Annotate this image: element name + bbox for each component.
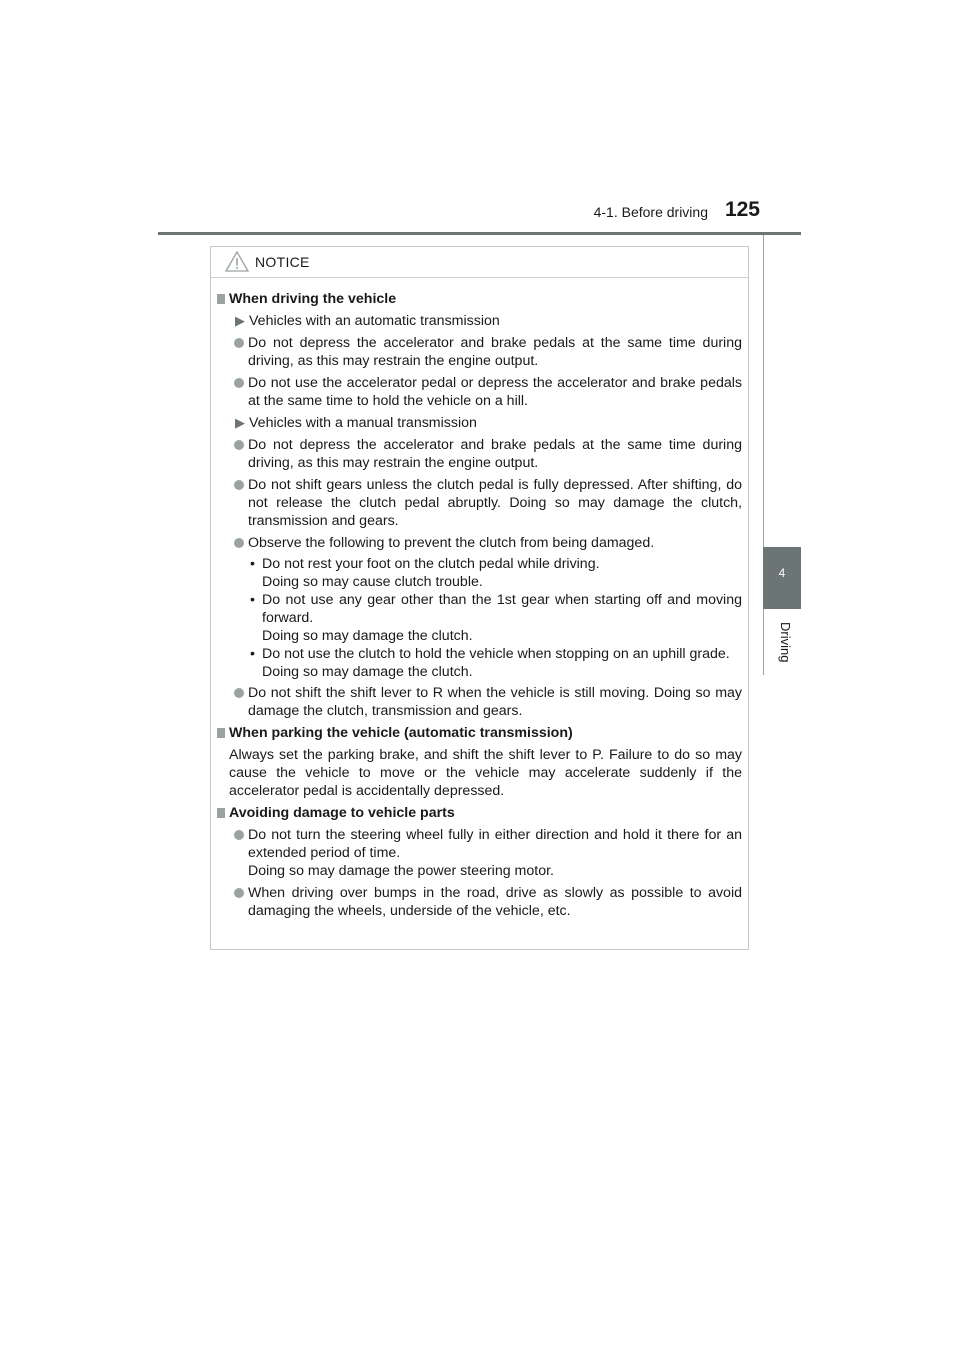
clutch-point-text: Do not use the clutch to hold the vehicle when stopping on an uphill grade. bbox=[262, 646, 730, 662]
bullet-dot-icon bbox=[234, 688, 244, 698]
clutch-point-note: Doing so may damage the clutch. bbox=[262, 664, 473, 680]
bullet-dot-icon bbox=[234, 538, 244, 548]
section-heading-text: Avoiding damage to vehicle parts bbox=[229, 805, 455, 821]
triangle-right-icon: ▶ bbox=[235, 313, 245, 328]
bullet-dot-icon bbox=[234, 830, 244, 840]
section-heading-text: When driving the vehicle bbox=[229, 291, 397, 307]
clutch-point-note: Doing so may cause clutch trouble. bbox=[262, 574, 483, 590]
warning-triangle-icon bbox=[225, 251, 249, 272]
subheading bbox=[217, 414, 742, 432]
chapter-number: 4 bbox=[778, 566, 786, 580]
page-number: 125 bbox=[724, 198, 760, 221]
section-heading bbox=[217, 804, 742, 822]
notice-header bbox=[211, 247, 748, 278]
bullet-dot-icon bbox=[234, 338, 244, 348]
list-item bbox=[217, 534, 742, 552]
chapter-tab[interactable] bbox=[763, 547, 801, 609]
subheading-text: Vehicles with a manual transmission bbox=[249, 415, 477, 431]
notice-title: NOTICE bbox=[255, 254, 310, 270]
header-divider bbox=[158, 232, 801, 235]
list-item-text: When driving over bumps in the road, drive as slowly as possible to avoid damaging the wheels, underside of the vehicle, etc. bbox=[248, 885, 742, 919]
list-item-text: Do not turn the steering wheel fully in either direction and hold it there for an extended period of time. bbox=[248, 827, 742, 861]
clutch-point: • Do not use any gear other than the 1st gear when starting off and moving forward. Doing so may damage the clutch. bbox=[250, 592, 742, 644]
list-item-text: Observe the following to prevent the clutch from being damaged. bbox=[248, 535, 655, 551]
paragraph: Always set the parking brake, and shift the shift lever to P. Failure to do so may cause the vehicle to move or the vehicle may accelerate suddenly if the accelerator pedal is accidentally depressed. bbox=[229, 747, 742, 799]
list-item bbox=[217, 476, 742, 530]
section-heading bbox=[217, 724, 742, 742]
subheading bbox=[217, 312, 742, 330]
list-item bbox=[217, 374, 742, 410]
chapter-label: Driving bbox=[778, 622, 793, 663]
list-item-note: Doing so may damage the power steering motor. bbox=[248, 863, 554, 879]
bullet-dot-icon bbox=[234, 480, 244, 490]
list-item bbox=[217, 684, 742, 720]
bullet-dot-icon bbox=[234, 440, 244, 450]
list-item-text: Do not depress the accelerator and brake pedals at the same time during driving, as this may restrain the engine output. bbox=[248, 437, 742, 471]
clutch-point-text: Do not use any gear other than the 1st gear when starting off and moving forward. bbox=[262, 592, 742, 626]
bullet-dot-icon bbox=[234, 888, 244, 898]
section-heading-text: When parking the vehicle (automatic transmission) bbox=[229, 725, 573, 741]
list-item-text: Do not shift gears unless the clutch pedal is fully depressed. After shifting, do not release the clutch pedal abruptly. Doing so may damage the clutch, transmission and gears. bbox=[248, 477, 742, 529]
section-heading bbox=[217, 290, 742, 308]
side-divider bbox=[763, 235, 764, 675]
notice-body bbox=[211, 278, 748, 920]
clutch-point: • Do not use the clutch to hold the vehicle when stopping on an uphill grade. Doing so may damage the clutch. bbox=[217, 645, 742, 681]
list-item bbox=[217, 334, 742, 370]
clutch-point-note: Doing so may damage the clutch. bbox=[262, 628, 473, 644]
list-item-text: Do not shift the shift lever to R when the vehicle is still moving. Doing so may damage the clutch, transmission and gears. bbox=[248, 685, 742, 719]
list-item-text: Do not depress the accelerator and brake pedals at the same time during driving, as this may restrain the engine output. bbox=[248, 335, 742, 369]
section-square-icon bbox=[217, 294, 225, 304]
triangle-right-icon: ▶ bbox=[235, 415, 245, 430]
section-square-icon bbox=[217, 808, 225, 818]
bullet-dot-icon bbox=[234, 378, 244, 388]
header-section-title: 4-1. Before driving bbox=[593, 204, 708, 220]
clutch-point: • Do not rest your foot on the clutch pedal while driving. Doing so may cause clutch trouble. bbox=[217, 555, 742, 591]
list-item-text: Do not use the accelerator pedal or depress the accelerator and brake pedals at the same time to hold the vehicle on a hill. bbox=[248, 375, 742, 409]
subheading-text: Vehicles with an automatic transmission bbox=[249, 313, 500, 329]
list-item bbox=[217, 826, 742, 880]
list-item bbox=[217, 436, 742, 472]
clutch-point-text: Do not rest your foot on the clutch pedal while driving. bbox=[262, 556, 600, 572]
notice-box bbox=[210, 246, 749, 950]
section-square-icon bbox=[217, 728, 225, 738]
list-item bbox=[217, 884, 742, 920]
